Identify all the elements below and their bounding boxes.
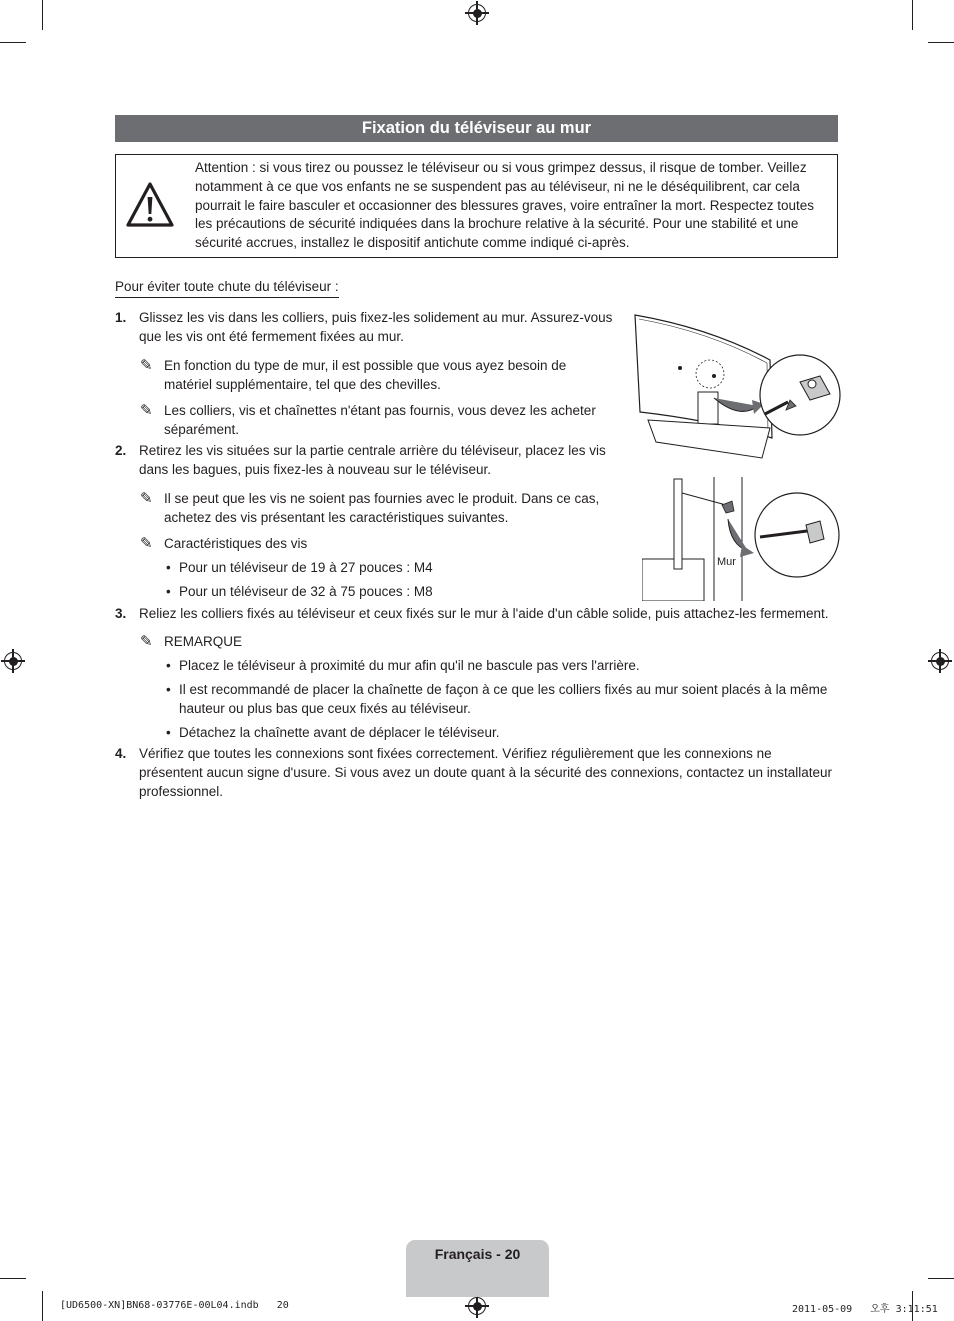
crop-mark <box>42 0 43 30</box>
pencil-note-icon: ✎ <box>140 357 153 374</box>
wall-side-illustration <box>642 477 842 601</box>
step-number: 3. <box>115 606 127 621</box>
crop-mark <box>42 1291 43 1321</box>
subheading: Pour éviter toute chute du téléviseur : <box>115 278 339 298</box>
pencil-note-icon: ✎ <box>140 402 153 419</box>
bullet-icon: • <box>166 658 171 673</box>
step-text: Reliez les colliers fixés au téléviseur et ceux fixés sur le mur à l'aide d'un câble solide, puis attachez-les fermement. <box>139 606 829 621</box>
bullet-icon: • <box>166 560 171 575</box>
crop-mark <box>928 1278 954 1279</box>
step-text: Retirez les vis situées sur la partie centrale arrière du téléviseur, placez les vis dans les bagues, puis fixez-les à nouveau sur le téléviseur. <box>139 443 606 477</box>
page-number: Français - 20 <box>434 1246 521 1262</box>
warning-text <box>195 159 835 253</box>
step-text: Glissez les vis dans les colliers, puis fixez-les solidement au mur. Assurez-vous que les vis ont été fermement fixées au mur. <box>139 310 613 344</box>
registration-mark-icon <box>468 4 486 22</box>
warning-triangle-icon <box>125 181 175 229</box>
warning-label: Attention <box>195 160 249 175</box>
remark-item: Placez le téléviseur à proximité du mur afin qu'il ne bascule pas vers l'arrière. <box>179 658 640 673</box>
warning-body: : si vous tirez ou poussez le téléviseur ou si vous grimpez dessus, il risque de tomber. Veillez notamment à ce que vos enfants ne se suspendent pas au téléviseur, ni ne le déséquilibrent, car cela pourrait le faire basculer et occasionner des blessures graves, voire entraîner la mort. Respectez toutes les précautions de sécurité indiquées dans la brochure relative à la sécurité. Pour une stabilité et une sécurité accrues, installez le dispositif antichute comme indiqué ci-après. <box>195 160 815 251</box>
pencil-note-icon: ✎ <box>140 633 153 650</box>
crop-mark <box>912 0 913 30</box>
note-text: Caractéristiques des vis <box>164 536 308 551</box>
step-number: 4. <box>115 746 127 761</box>
note-text: Il se peut que les vis ne soient pas fournies avec le produit. Dans ce cas, achetez des vis présentant les caractéristiques suivantes. <box>164 491 600 525</box>
remark-item: Il est recommandé de placer la chaînette de façon à ce que les colliers fixés au mur soient placés à la même hauteur ou plus bas que ceux fixés au téléviseur. <box>179 682 828 716</box>
bullet-icon: • <box>166 725 171 740</box>
print-timestamp: 2011-05-09 오후 3:11:51 <box>792 1304 938 1315</box>
step-number: 2. <box>115 443 127 458</box>
note-text: Les colliers, vis et chaînettes n'étant pas fournis, vous devez les acheter séparément. <box>164 403 596 437</box>
crop-mark <box>0 42 26 43</box>
spec-item: Pour un téléviseur de 19 à 27 pouces : M4 <box>179 560 433 575</box>
section-title: Fixation du téléviseur au mur <box>115 115 838 142</box>
pencil-note-icon: ✎ <box>140 490 153 507</box>
crop-mark <box>0 1278 26 1279</box>
wall-label: Mur <box>717 556 736 568</box>
remark-item: Détachez la chaînette avant de déplacer le téléviseur. <box>179 725 500 740</box>
step-text: Vérifiez que toutes les connexions sont fixées correctement. Vérifiez régulièrement que les connexions ne présentent aucun signe d'usure. Si vous avez un doute quant à la sécurité des connexions, contactez un installateur professionnel. <box>139 746 833 799</box>
file-slug: [UD6500-XN]BN68-03776E-00L04.indb 20 <box>60 1300 289 1311</box>
registration-mark-icon <box>4 652 22 670</box>
pencil-note-icon: ✎ <box>140 535 153 552</box>
registration-mark-icon <box>931 652 949 670</box>
note-text: En fonction du type de mur, il est possible que vous ayez besoin de matériel supplémentaire, tel que des chevilles. <box>164 358 567 392</box>
remark-heading: REMARQUE <box>164 634 243 649</box>
bullet-icon: • <box>166 682 171 697</box>
registration-mark-icon <box>468 1297 486 1315</box>
spec-item: Pour un téléviseur de 32 à 75 pouces : M8 <box>179 584 433 599</box>
bullet-icon: • <box>166 584 171 599</box>
step-number: 1. <box>115 310 127 325</box>
tv-back-illustration <box>630 310 842 470</box>
crop-mark <box>928 42 954 43</box>
